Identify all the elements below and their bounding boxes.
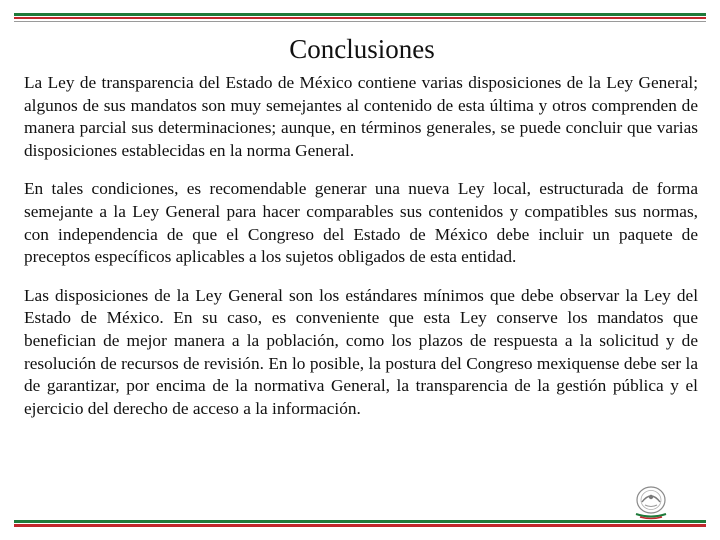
top-thin-rule <box>14 21 706 22</box>
bottom-red-stripe <box>14 524 706 527</box>
paragraph-3: Las disposiciones de la Ley General son los estándares mínimos que debe observar la Ley del Estado de México. En su caso, es conveniente que esta Ley conserve los mandatos que benefician de mejor manera a la población, como los plazos de respuesta a la solicitud y de resolución de recursos de revisión. En lo posible, la postura del Congreso mexiquense debe ser la de garantizar, por encima de la normativa General, la transparencia de la gestión pública y el ejercicio del derecho de acceso a la información. <box>24 285 698 418</box>
slide-body <box>24 72 698 436</box>
senate-seal-icon <box>630 484 672 520</box>
paragraph-1: La Ley de transparencia del Estado de México contiene varias disposiciones de la Ley General; algunos de sus mandatos son muy semejantes al contenido de esta última y otros comprenden de manera parcial sus determinaciones; aunque, en términos generales, se puede concluir que varias disposiciones establecidas en la norma General. <box>24 73 698 160</box>
bottom-green-stripe <box>14 520 706 523</box>
slide-title: Conclusiones <box>289 34 435 64</box>
paragraph-2: En tales condiciones, es recomendable generar una nueva Ley local, estructurada de forma semejante a la Ley General para hacer comparables sus contenidos y compatibles sus normas, con independencia de que el Congreso del Estado de México debe incluir un paquete de preceptos específicos aplicables a los sujetos obligados de esta entidad. <box>24 179 698 267</box>
top-red-stripe <box>14 17 706 19</box>
